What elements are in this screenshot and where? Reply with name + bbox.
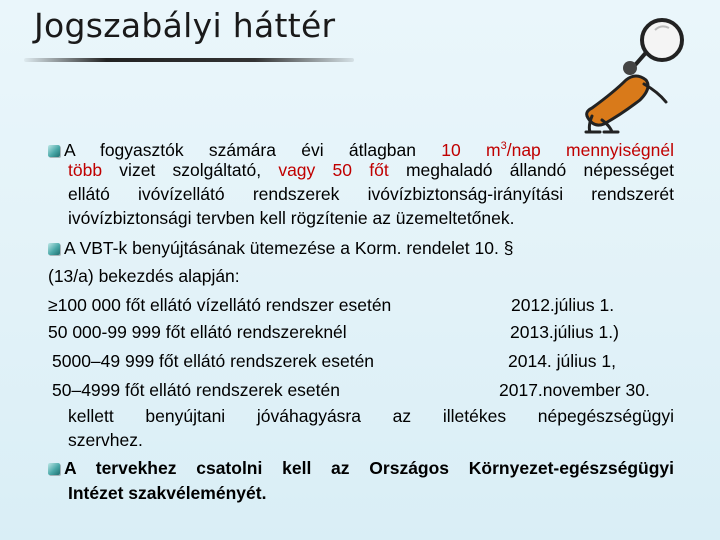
bullet1-line1: A fogyasztók számára évi átlagban 10 $m^3$/nap mennyiségnél — [48, 134, 674, 162]
schedule-row: 50–4999 főt ellátó rendszerek esetén — [52, 380, 340, 400]
bullet1-line2: több vizet szolgáltató, vagy 50 főt meghaladó állandó népességet — [68, 160, 674, 180]
schedule-date: 2014. július 1, — [508, 351, 616, 371]
schedule-tail-line1: kellett benyújtani jóváhagyásra az illetékes népegészségügyi — [68, 406, 674, 426]
schedule-row: ≥100 000 főt ellátó vízellátó rendszer esetén — [48, 295, 392, 315]
title-underline — [24, 58, 354, 62]
bullet1-line3: ellátó ivóvízellátó rendszerek ivóvízbiztonság-irányítási rendszerét — [68, 184, 674, 204]
bullet3-line1: A tervekhez csatolni kell az Országos Környezet-egészségügyi — [48, 456, 674, 480]
schedule-row: 5000–49 999 főt ellátó rendszerek esetén — [52, 351, 375, 371]
highlight-volume: 10 $m^3$/nap mennyiségnél — [441, 139, 675, 160]
bullet3-line2: Intézet szakvéleményét. — [68, 483, 267, 503]
schedule-date: 2012.július 1. — [511, 295, 615, 315]
square-bullet-icon — [48, 243, 60, 255]
square-bullet-icon — [48, 145, 60, 157]
bullet2-line1: A VBT-k benyújtásának ütemezése a Korm. rendelet 10. § — [48, 236, 513, 260]
highlight-population: vagy 50 főt — [278, 160, 389, 180]
bullet1-line4: ivóvízbiztonsági tervben kell rögzítenie az üzemeltetőnek. — [68, 208, 515, 228]
highlight-tobb: több — [68, 160, 103, 180]
square-bullet-icon — [48, 463, 60, 475]
bullet2-line2: (13/a) bekezdés alapján: — [48, 266, 240, 286]
schedule-row: 50 000-99 999 főt ellátó rendszereknél — [48, 322, 347, 342]
schedule-date: 2017.november 30. — [499, 380, 650, 400]
magnifier-person-icon — [574, 8, 708, 140]
schedule-tail-line2: szervhez. — [68, 430, 143, 450]
schedule-date: 2013.július 1.) — [510, 322, 619, 342]
slide-title: Jogszabályi háttér — [34, 6, 336, 45]
